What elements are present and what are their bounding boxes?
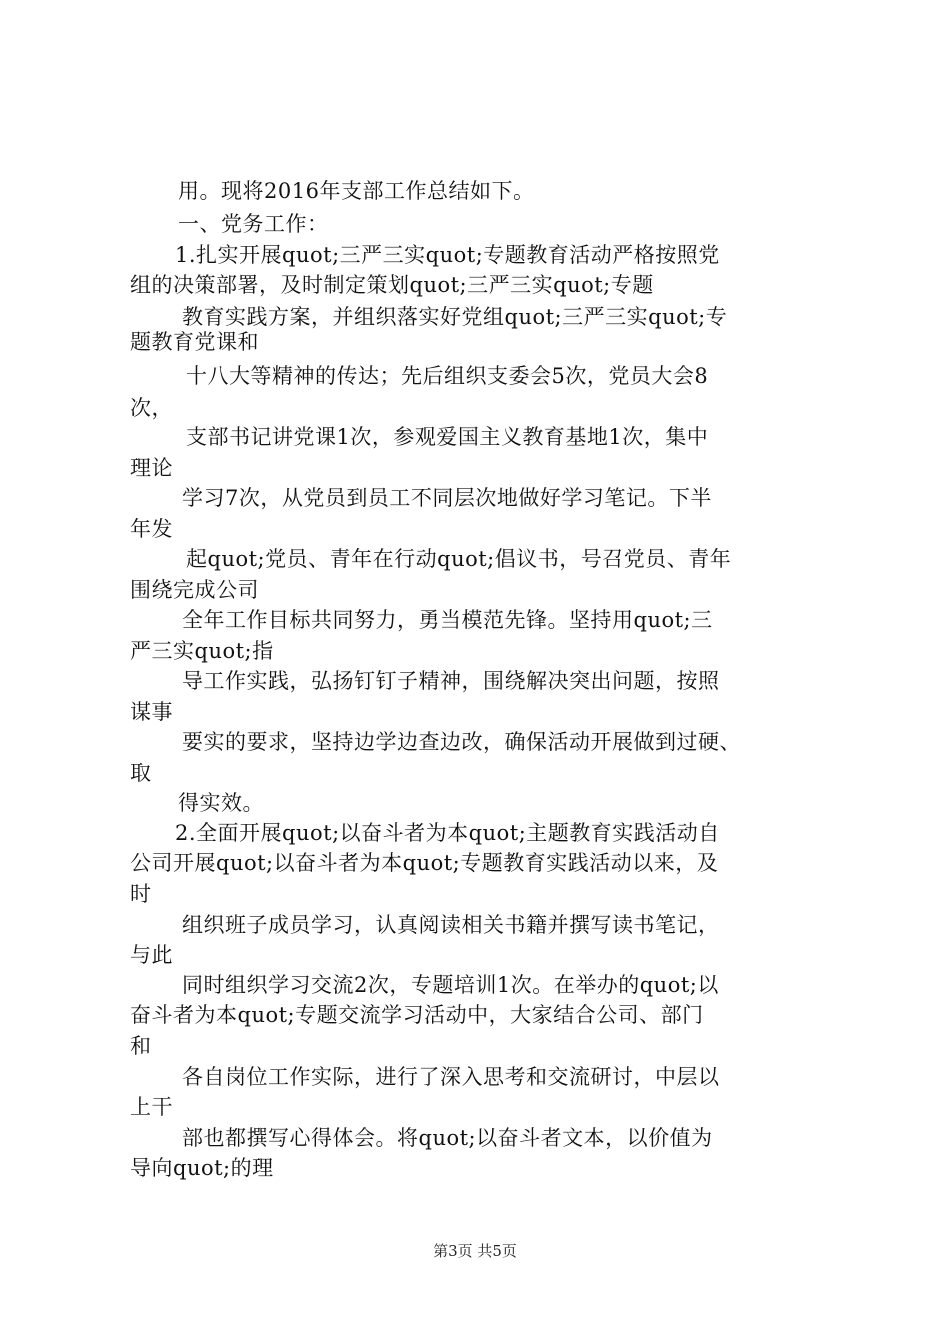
page-number-footer: 第3页 共5页 (433, 1242, 517, 1260)
text-line: 各自岗位工作实际，进行了深入思考和交流研讨，中层以 (182, 1065, 720, 1089)
text-line: 支部书记讲党课1次，参观爱国主义教育基地1次，集中 (186, 425, 709, 449)
text-line: 上干 (130, 1095, 173, 1119)
text-line: 组的决策部署，及时制定策划quot;三严三实quot;专题 (130, 273, 654, 297)
text-line: 取 (130, 761, 152, 785)
section-heading: 一、党务工作： (178, 212, 329, 236)
text-line: 次， (130, 396, 173, 420)
text-line: 组织班子成员学习，认真阅读相关书籍并撰写读书笔记， (182, 913, 720, 937)
text-line: 起quot;党员、青年在行动quot;倡议书，号召党员、青年 (186, 547, 732, 571)
text-line: 理论 (130, 456, 173, 480)
text-line: 谋事 (130, 700, 173, 724)
text-line: 导向quot;的理 (130, 1156, 274, 1180)
text-line: 和 (130, 1034, 152, 1058)
text-line: 导工作实践，弘扬钉钉子精神，围绕解决突出问题，按照 (182, 669, 720, 693)
text-line: 全年工作目标共同努力，勇当模范先锋。坚持用quot;三 (182, 608, 713, 632)
text-line: 严三实quot;指 (130, 639, 274, 663)
text-line: 十八大等精神的传达；先后组织支委会5次，党员大会8 (186, 364, 709, 388)
text-line: 要实的要求，坚持边学边查边改，确保活动开展做到过硬、 (182, 730, 741, 754)
text-line: 题教育党课和 (130, 330, 259, 354)
text-line: 得实效。 (178, 791, 264, 815)
text-line: 时 (130, 882, 152, 906)
text-line: 用。现将2016年支部工作总结如下。 (178, 179, 535, 203)
text-line: 1.扎实开展quot;三严三实quot;专题教育活动严格按照党 (175, 243, 720, 267)
text-line: 学习7次，从党员到员工不同层次地做好学习笔记。下半 (182, 486, 712, 510)
text-line: 年发 (130, 517, 173, 541)
text-line: 围绕完成公司 (130, 578, 259, 602)
text-line: 公司开展quot;以奋斗者为本quot;专题教育实践活动以来，及 (130, 851, 719, 875)
text-line: 2.全面开展quot;以奋斗者为本quot;主题教育实践活动自 (175, 821, 720, 845)
text-line: 同时组织学习交流2次，专题培训1次。在举办的quot;以 (182, 973, 719, 997)
text-line: 奋斗者为本quot;专题交流学习活动中，大家结合公司、部门 (130, 1003, 704, 1027)
text-line: 与此 (130, 943, 173, 967)
text-line: 部也都撰写心得体会。将quot;以奋斗者文本，以价值为 (182, 1126, 713, 1150)
text-line: 教育实践方案，并组织落实好党组quot;三严三实quot;专 (182, 305, 728, 329)
